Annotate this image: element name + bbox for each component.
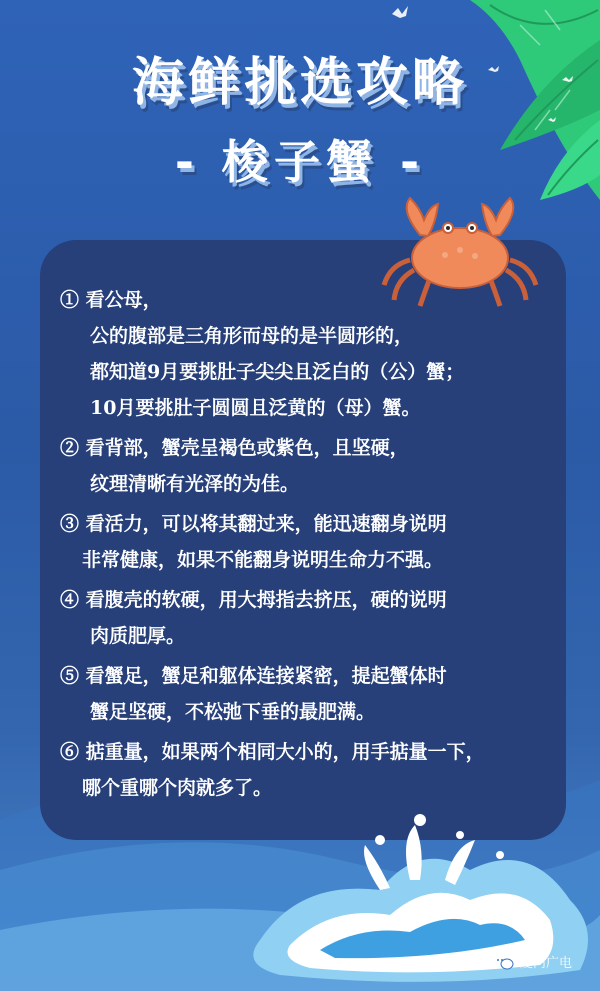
tip-line: 哪个重哪个肉就多了。: [82, 777, 273, 799]
tip-line: ⑤ 看蟹足，蟹足和躯体连接紧密，提起蟹体时: [60, 665, 447, 687]
tip-line: ② 看背部，蟹壳呈褐色或紫色，且坚硬，: [60, 437, 409, 459]
watermark-text: 厦门广电: [519, 956, 572, 971]
page-subtitle: - 梭子蟹 -: [174, 135, 426, 189]
tip-line: 都知道9月要挑肚子尖尖且泛白的（公）蟹；: [90, 361, 465, 383]
page-title: 海鲜挑选攻略: [131, 53, 468, 113]
wechat-icon: [492, 954, 514, 970]
tip-item-1: [60, 282, 560, 426]
tip-item-5: [60, 658, 560, 730]
watermark: [492, 952, 572, 971]
tip-line: 蟹足坚硬，不松弛下垂的最肥满。: [90, 701, 376, 723]
tip-item-3: [60, 506, 560, 578]
tip-line: 公的腹部是三角形而母的是半圆形的，: [90, 325, 414, 347]
tip-line: ⑥ 掂重量，如果两个相同大小的，用手掂量一下，: [60, 741, 485, 763]
tip-item-4: [60, 582, 560, 654]
tip-line: ④ 看腹壳的软硬，用大拇指去挤压，硬的说明: [60, 589, 447, 611]
tips-list: [60, 282, 560, 810]
tip-line: ③ 看活力，可以将其翻过来，能迅速翻身说明: [60, 513, 447, 535]
tip-line: 肉质肥厚。: [90, 625, 186, 647]
tip-item-6: [60, 734, 560, 806]
tip-line: ① 看公母，: [60, 289, 162, 311]
tip-item-2: [60, 430, 560, 502]
tip-line: 10月要挑肚子圆圆且泛黄的（母）蟹。: [90, 397, 421, 419]
tip-line: 纹理清晰有光泽的为佳。: [90, 473, 300, 495]
tip-line: 非常健康，如果不能翻身说明生命力不强。: [82, 549, 444, 571]
